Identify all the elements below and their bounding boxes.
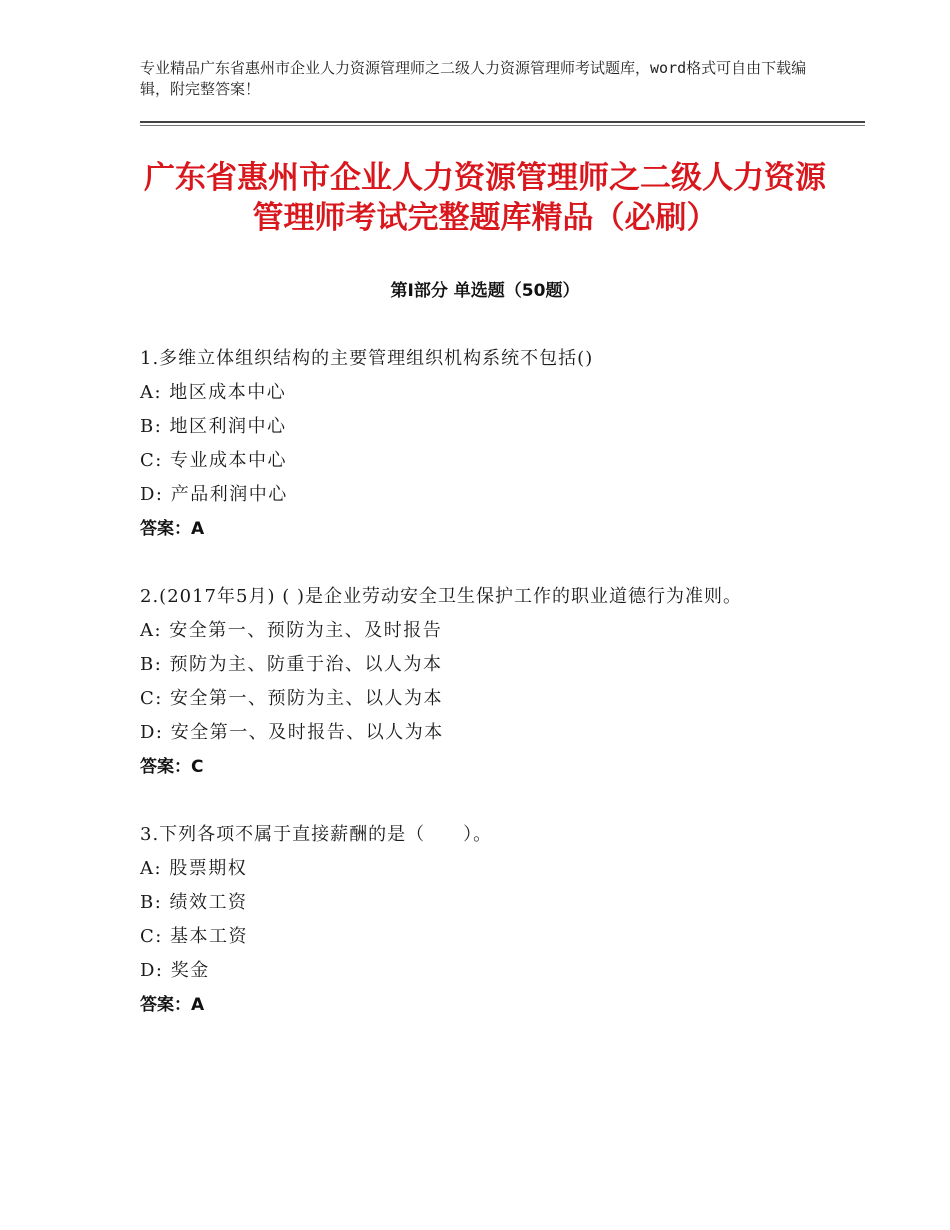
question-stem: 3.下列各项不属于直接薪酬的是（ ）。 [140,824,493,845]
header-divider-thick [140,121,865,123]
header-divider-thin [140,125,865,126]
option-b: B: 绩效工资 [140,892,248,913]
option-a: A: 地区成本中心 [140,382,287,403]
question-1 [140,342,820,546]
option-b: B: 预防为主、防重于治、以人为本 [140,654,443,675]
option-d: D: 安全第一、及时报告、以人为本 [140,722,444,743]
option-c: C: 安全第一、预防为主、以人为本 [140,688,444,709]
question-list [140,342,820,1056]
option-a: A: 安全第一、预防为主、及时报告 [140,620,443,641]
option-c: C: 基本工资 [140,926,249,947]
option-d: D: 产品利润中心 [140,484,288,505]
question-stem: 2.(2017年5月) ( )是企业劳动安全卫生保护工作的职业道德行为准则。 [140,586,742,607]
option-b: B: 地区利润中心 [140,416,287,437]
option-d: D: 奖金 [140,960,210,981]
document-title: 广东省惠州市企业人力资源管理师之二级人力资源管理师考试完整题库精品（必刷） [144,160,826,236]
header-note: 专业精品广东省惠州市企业人力资源管理师之二级人力资源管理师考试题库，word格式可自由下载编辑，附完整答案！ [140,59,807,98]
answer: 答案：A [140,995,205,1015]
question-3 [140,818,820,1022]
question-2 [140,580,820,784]
answer: 答案：C [140,757,204,777]
section-title: 第Ⅰ部分 单选题（50题） [390,281,580,301]
answer: 答案：A [140,519,205,539]
question-stem: 1.多维立体组织结构的主要管理组织机构系统不包括() [140,348,594,369]
option-c: C: 专业成本中心 [140,450,288,471]
option-a: A: 股票期权 [140,858,248,879]
